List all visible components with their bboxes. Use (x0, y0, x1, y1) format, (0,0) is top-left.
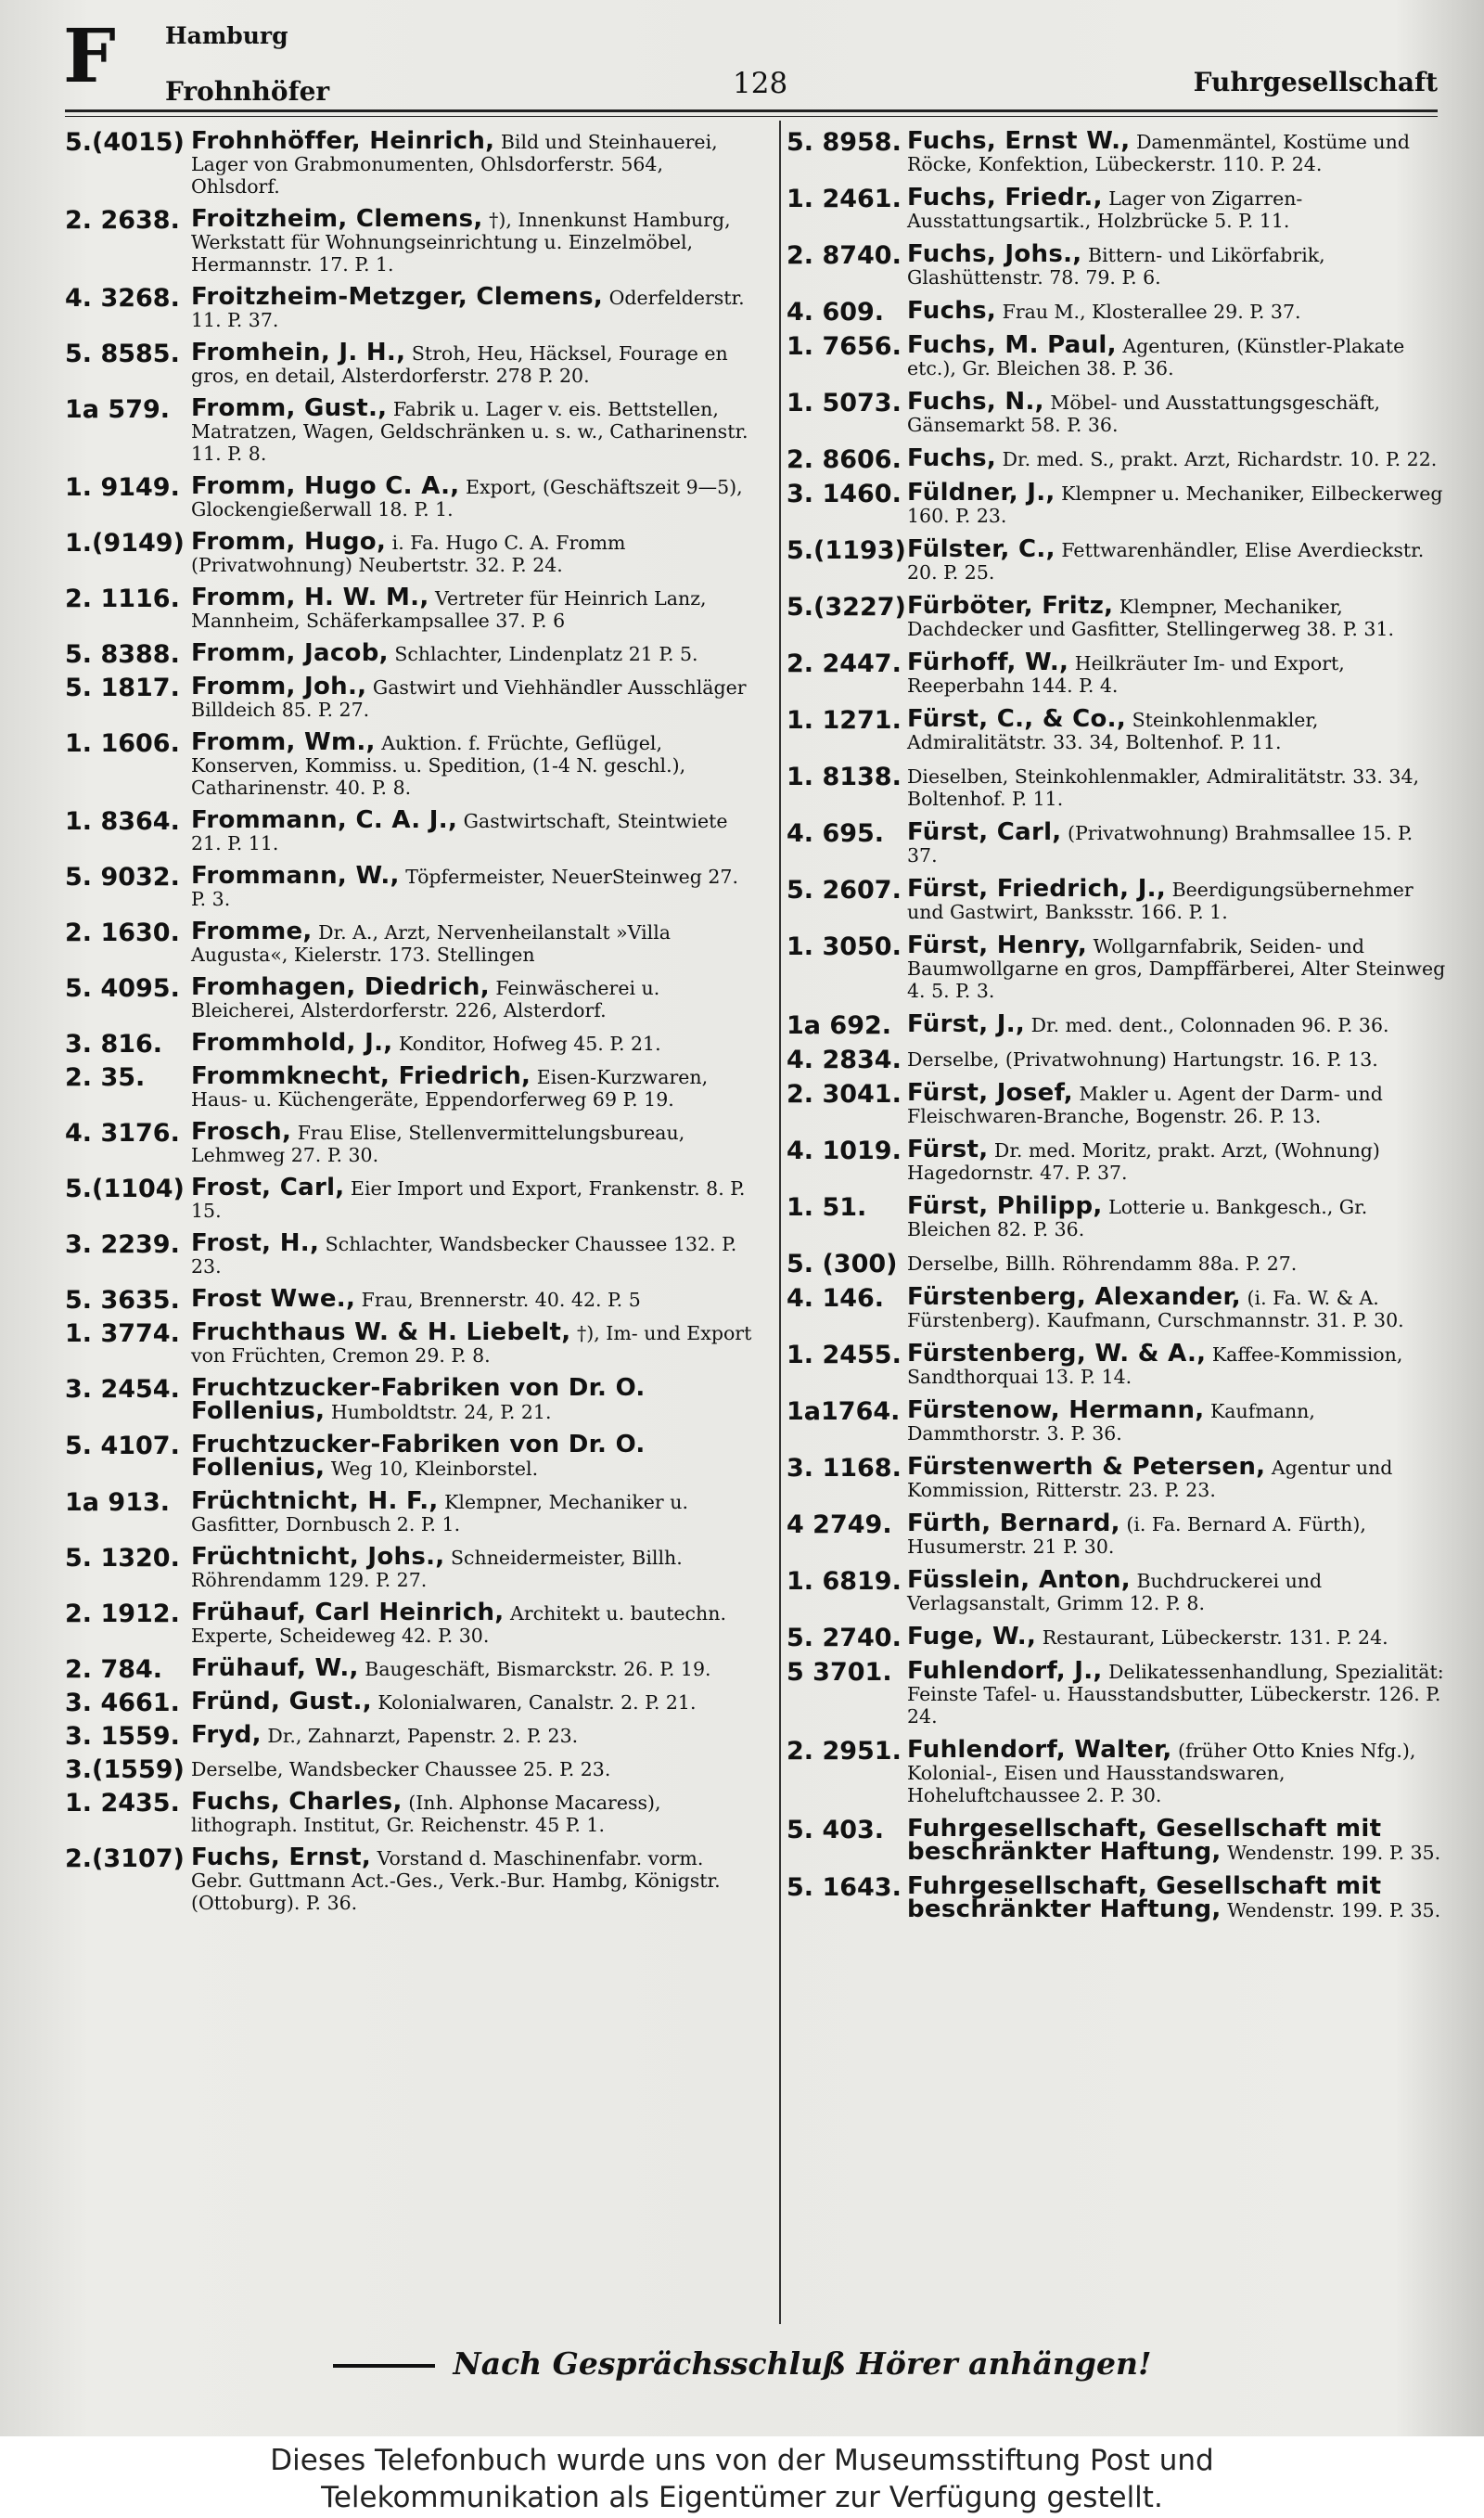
subscriber-details: (Privatwohnung) Brahmsallee 15. P. 37. (907, 822, 1414, 867)
phone-number: 5. (300) (787, 1250, 898, 1278)
subscriber-name: Frost Wwe., (191, 1285, 356, 1313)
phone-number: 2. 2447. (787, 649, 902, 678)
directory-entry (787, 1566, 1447, 1614)
subscriber-name: Fürstenow, Hermann, (907, 1396, 1205, 1424)
directory-entry (787, 1046, 1447, 1074)
directory-entry (65, 1318, 753, 1367)
directory-entry (787, 1079, 1447, 1127)
phone-number: 5. 8958. (787, 128, 902, 157)
directory-entry (65, 394, 753, 465)
subscriber-name: Fromm, Jacob, (191, 639, 389, 667)
phone-number: 4. 609. (787, 298, 885, 327)
phone-number: 4. 3176. (65, 1119, 180, 1148)
subscriber-name: Fuhlendorf, J., (907, 1657, 1103, 1685)
subscriber-name: Fürst, (907, 1136, 989, 1163)
header-rule (65, 109, 1438, 112)
subscriber-name: Frommann, W., (191, 862, 400, 890)
subscriber-name: Fülster, C., (907, 535, 1055, 563)
city-heading: Hamburg (165, 22, 288, 49)
subscriber-details: Dr. med. dent., Colonnaden 96. P. 36. (1030, 1014, 1389, 1036)
subscriber-name: Fürst, Carl, (907, 818, 1062, 846)
subscriber-details: Auktion. f. Früchte, Geflügel, Konserven, Kommiss. u. Spedition, (1-4 N. geschl.), Catharinenstr. 40. P. 8. (191, 732, 686, 799)
subscriber-name: Fürst, J., (907, 1010, 1026, 1038)
subscriber-name: Frohnhöffer, Heinrich, (191, 127, 495, 155)
subscriber-details: Schneidermeister, Billh. Röhrendamm 129. P. 27. (191, 1547, 683, 1591)
subscriber-name: Füsslein, Anton, (907, 1566, 1131, 1594)
phone-number: 5. 2740. (787, 1624, 902, 1652)
subscriber-name: Fürst, C., & Co., (907, 705, 1127, 733)
subscriber-name: Fuchs, (907, 297, 997, 325)
subscriber-details: Kaffee-Kommission, Sandthorquai 13. P. 14. (907, 1343, 1403, 1388)
subscriber-details: Export, (Geschäftszeit 9—5), Glockengießerwall 18. P. 1. (191, 476, 743, 520)
subscriber-name: Fuchs, Friedr., (907, 184, 1103, 212)
phone-number: 5. 2607. (787, 876, 902, 905)
subscriber-details: Möbel- und Ausstattungsgeschäft, Gänsemarkt 58. P. 36. (907, 392, 1381, 436)
directory-entry (65, 341, 753, 387)
phone-number: 3. 1460. (787, 480, 902, 508)
phone-number: 1.(9149) (65, 529, 185, 558)
directory-entry (65, 1846, 753, 1914)
subscriber-details: Wollgarnfabrik, Seiden- und Baumwollgarne en gros, Dampffärberei, Alter Steinweg 4. 5. P. 3. (907, 935, 1446, 1002)
subscriber-details: Dr. med. Moritz, prakt. Arzt, (Wohnung) Hagedornstr. 47. P. 37. (907, 1139, 1380, 1184)
phone-number: 2. 2638. (65, 206, 180, 235)
section-letter: F (63, 12, 116, 99)
subscriber-details: Frau M., Klosterallee 29. P. 37. (1002, 301, 1301, 323)
phone-number: 1. 3774. (65, 1319, 180, 1348)
subscriber-details: Buchdruckerei und Verlagsanstalt, Grimm 12. P. 8. (907, 1570, 1323, 1614)
directory-entry (65, 1543, 753, 1591)
directory-entry (65, 675, 753, 721)
subscriber-name: Froitzheim-Metzger, Clemens, (191, 283, 604, 311)
directory-entry (65, 1601, 753, 1647)
directory-entry (65, 1118, 753, 1166)
subscriber-name: Fruchthaus W. & H. Liebelt, (191, 1318, 571, 1346)
page-number: 128 (733, 67, 788, 100)
phone-number: 1. 5073. (787, 389, 902, 418)
directory-entry (65, 862, 753, 910)
directory-entry (65, 1721, 753, 1751)
subscriber-details: Klempner, Mechaniker, Dachdecker und Gasfitter, Stellingerweg 38. P. 31. (907, 596, 1395, 640)
directory-entry (787, 1512, 1447, 1558)
subscriber-name: Frosch, (191, 1118, 292, 1146)
phone-number: 2. 784. (65, 1655, 163, 1684)
hangup-notice-text: Nach Gesprächsschluß Hörer anhängen! (453, 2345, 1152, 2382)
phone-number: 5. 1320. (65, 1544, 180, 1573)
credit-line-1: Dieses Telefonbuch wurde uns von der Museumsstiftung Post und (270, 2444, 1214, 2477)
directory-entry (787, 127, 1447, 175)
directory-entry (787, 186, 1447, 232)
subscriber-name: Fuge, W., (907, 1623, 1037, 1651)
subscriber-details: Töpfermeister, NeuerSteinweg 27. P. 3. (191, 866, 738, 910)
subscriber-name: Frühauf, Carl Heinrich, (191, 1599, 505, 1626)
subscriber-name: Fuchs, M. Paul, (907, 331, 1117, 359)
directory-entry (65, 728, 753, 799)
subscriber-details: Wendenstr. 199. P. 35. (1227, 1899, 1441, 1921)
subscriber-details: Klempner, Mechaniker u. Gasfitter, Dornbusch 2. P. 1. (191, 1491, 688, 1535)
directory-entry (787, 1736, 1447, 1806)
subscriber-details: Humboldtstr. 24, P. 21. (330, 1401, 552, 1423)
subscriber-name: Fuhrgesellschaft, Gesellschaft mit beschränkter Haftung, (907, 1872, 1382, 1923)
directory-entry (65, 1285, 753, 1315)
directory-entry (787, 479, 1447, 527)
subscriber-details: Steinkohlenmakler, Admiralitätstr. 33. 34, Boltenhof. P. 11. (907, 709, 1319, 753)
phone-number: 2. 3041. (787, 1080, 902, 1109)
subscriber-details: Agenturen, (Künstler-Plakate etc.), Gr. Bleichen 38. P. 36. (907, 335, 1405, 379)
column-divider (779, 121, 781, 2324)
phone-number: 5. 1643. (787, 1873, 902, 1902)
phone-number: 3. 816. (65, 1030, 163, 1059)
phone-number: 5. 8388. (65, 640, 180, 669)
phone-number: 1. 2455. (787, 1341, 902, 1369)
directory-entry (787, 818, 1447, 867)
subscriber-name: Frost, Carl, (191, 1174, 345, 1201)
subscriber-name: Fürböter, Fritz, (907, 592, 1114, 620)
subscriber-name: Fürhoff, W., (907, 649, 1069, 676)
directory-entry (65, 973, 753, 1021)
directory-entry (787, 705, 1447, 753)
subscriber-details: Derselbe, Billh. Röhrendamm 88a. P. 27. (907, 1253, 1298, 1275)
phone-number: 1. 7656. (787, 332, 902, 361)
directory-entry (65, 1654, 753, 1684)
phone-number: 4. 1019. (787, 1137, 902, 1165)
directory-entry (65, 1788, 753, 1836)
subscriber-details: Bittern- und Likörfabrik, Glashüttenstr. 78. 79. P. 6. (907, 244, 1325, 289)
last-entry-heading: Fuhrgesellschaft (1193, 67, 1438, 97)
subscriber-details: Kaufmann, Dammthorstr. 3. P. 36. (907, 1400, 1315, 1445)
directory-entry (787, 764, 1447, 810)
phone-number: 5.(1104) (65, 1175, 185, 1203)
subscriber-name: Fuchs, N., (907, 388, 1044, 416)
directory-entry (65, 639, 753, 669)
subscriber-details: Schlachter, Wandsbecker Chaussee 132. P. 23. (191, 1233, 737, 1278)
phone-number: 5. 1817. (65, 674, 180, 702)
directory-entry (787, 1396, 1447, 1445)
subscriber-details: Klempner u. Mechaniker, Eilbeckerweg 160. P. 23. (907, 482, 1443, 527)
subscriber-details: Stroh, Heu, Häcksel, Fourage en gros, en detail, Alsterdorferstr. 278 P. 20. (191, 342, 728, 387)
subscriber-name: Fuhrgesellschaft, Gesellschaft mit beschränkter Haftung, (907, 1815, 1382, 1866)
subscriber-name: Fürst, Philipp, (907, 1192, 1103, 1220)
directory-entry (787, 1815, 1447, 1866)
subscriber-name: Früchtnicht, H. F., (191, 1487, 439, 1515)
subscriber-details: i. Fa. Hugo C. A. Fromm (Privatwohnung) Neubertstr. 32. P. 24. (191, 532, 626, 576)
subscriber-name: Fromme, (191, 918, 313, 945)
subscriber-name: Fuchs, Charles, (191, 1788, 403, 1816)
directory-entry (787, 592, 1447, 640)
phone-number: 1. 3050. (787, 932, 902, 961)
directory-entry (787, 331, 1447, 379)
subscriber-details: Architekt u. bautechn. Experte, Scheideweg 42. P. 30. (191, 1602, 726, 1647)
subscriber-name: Fürst, Henry, (907, 931, 1088, 959)
subscriber-name: Fürst, Josef, (907, 1079, 1073, 1107)
subscriber-name: Fründ, Gust., (191, 1688, 372, 1715)
directory-entry (65, 472, 753, 520)
credit-line-2: Telekommunikation als Eigentümer zur Verfügung gestellt. (321, 2481, 1163, 2514)
subscriber-name: Fuchs, Johs., (907, 240, 1082, 268)
phone-number: 3. 4661. (65, 1689, 180, 1717)
phone-number: 1. 1606. (65, 729, 180, 758)
subscriber-name: Fürstenwerth & Petersen, (907, 1453, 1266, 1481)
directory-entry (65, 1374, 753, 1425)
subscriber-details: Makler u. Agent der Darm- und Fleischwaren-Branche, Bogenstr. 26. P. 13. (907, 1083, 1383, 1127)
subscriber-details: Restaurant, Lübeckerstr. 131. P. 24. (1042, 1626, 1388, 1649)
directory-entry (787, 1192, 1447, 1240)
phone-number: 5. 8585. (65, 340, 180, 368)
phone-number: 2. 2951. (787, 1737, 902, 1766)
phone-number: 1a 692. (787, 1011, 892, 1040)
subscriber-details: †), Im- und Export von Früchten, Cremon 29. P. 8. (191, 1322, 752, 1367)
subscriber-details: Agentur und Kommission, Ritterstr. 23. P. 23. (907, 1457, 1393, 1501)
subscriber-details: Eisen-Kurzwaren, Haus- u. Küchengeräte, Eppendorferweg 69 P. 19. (191, 1066, 709, 1111)
directory-entry (787, 297, 1447, 327)
phone-number: 1. 9149. (65, 473, 180, 502)
phone-number: 5.(4015) (65, 128, 185, 157)
subscriber-details: Dr., Zahnarzt, Papenstr. 2. P. 23. (267, 1725, 579, 1747)
phone-number: 1. 8138. (787, 763, 902, 791)
directory-entry (65, 205, 753, 276)
directory-entry (787, 444, 1447, 474)
phone-number: 3. 1168. (787, 1454, 902, 1483)
subscriber-name: Fürst, Friedrich, J., (907, 875, 1167, 903)
subscriber-name: Früchtnicht, Johs., (191, 1543, 445, 1571)
subscriber-name: Frommhold, J., (191, 1029, 393, 1057)
directory-entry (787, 240, 1447, 289)
notice-dash (333, 2364, 435, 2368)
phone-number: 4. 146. (787, 1284, 885, 1313)
subscriber-name: Fromhagen, Diedrich, (191, 973, 490, 1001)
directory-entry (65, 1433, 753, 1480)
subscriber-name: Fuchs, Ernst, (191, 1844, 372, 1871)
subscriber-details: Derselbe, (Privatwohnung) Hartungstr. 16. P. 13. (907, 1048, 1378, 1071)
directory-entry (787, 535, 1447, 584)
subscriber-name: Frommknecht, Friedrich, (191, 1062, 531, 1090)
subscriber-details: Weg 10, Kleinborstel. (330, 1458, 539, 1480)
phone-number: 2. 1912. (65, 1599, 180, 1628)
subscriber-name: Fuhlendorf, Walter, (907, 1736, 1172, 1764)
subscriber-name: Fromm, Hugo, (191, 528, 387, 556)
credit-band (0, 2436, 1484, 2518)
subscriber-details: Damenmäntel, Kostüme und Röcke, Konfektion, Lübeckerstr. 110. P. 24. (907, 131, 1410, 175)
directory-entry (787, 1283, 1447, 1331)
directory-entry (787, 1340, 1447, 1388)
phone-number: 1. 1271. (787, 706, 902, 735)
subscriber-name: Fürstenberg, Alexander, (907, 1283, 1241, 1311)
phone-number: 2.(3107) (65, 1844, 185, 1873)
phone-number: 2. 8606. (787, 445, 902, 474)
subscriber-name: Fuchs, (907, 444, 997, 472)
phone-number: 5 3701. (787, 1658, 892, 1687)
subscriber-details: Oderfelderstr. 11. P. 37. (191, 287, 745, 331)
directory-entry (787, 388, 1447, 436)
subscriber-name: Frost, H., (191, 1229, 320, 1257)
phone-number: 1. 2435. (65, 1789, 180, 1818)
phone-number: 3.(1559) (65, 1755, 185, 1784)
subscriber-name: Fromm, Gust., (191, 394, 388, 422)
phone-number: 1. 6819. (787, 1567, 902, 1596)
subscriber-name: Fromm, Wm., (191, 728, 376, 756)
directory-entry (787, 1010, 1447, 1040)
phone-number: 5. 4107. (65, 1432, 180, 1460)
subscriber-details: Dr. med. S., prakt. Arzt, Richardstr. 10. P. 22. (1002, 448, 1438, 470)
subscriber-details: Fabrik u. Lager v. eis. Bettstellen, Matratzen, Wagen, Geldschränken u. s. w., Catharinenstr. 11. P. 8. (191, 398, 748, 465)
subscriber-details: (i. Fa. Bernard A. Fürth), Husumerstr. 21 P. 30. (907, 1513, 1366, 1558)
subscriber-details: Gastwirt und Viehhändler Ausschläger Billdeich 85. P. 27. (191, 676, 747, 721)
subscriber-details: Baugeschäft, Bismarckstr. 26. P. 19. (365, 1658, 711, 1680)
phone-number: 4. 2834. (787, 1046, 902, 1074)
phone-number: 2. 1630. (65, 919, 180, 947)
subscriber-details: (i. Fa. W. & A. Fürstenberg). Kaufmann, Curschmannstr. 31. P. 30. (907, 1287, 1404, 1331)
subscriber-details: Delikatessenhandlung, Spezialität: Feinste Tafel- u. Hausstandsbutter, Lübeckerstr. 126. P. 24. (907, 1661, 1444, 1728)
subscriber-details: Heilkräuter Im- und Export, Reeperbahn 144. P. 4. (907, 652, 1345, 697)
phone-number: 1. 2461. (787, 185, 902, 213)
subscriber-details: Eier Import und Export, Frankenstr. 8. P. 15. (191, 1177, 746, 1222)
phone-number: 1. 51. (787, 1193, 867, 1222)
directory-entry (787, 931, 1447, 1002)
subscriber-details: †), Innenkunst Hamburg, Werkstatt für Wohnungseinrichtung u. Einzelmöbel, Hermannstr. 17. P. 1. (191, 209, 731, 276)
phone-number: 3. 2454. (65, 1375, 180, 1404)
phone-number: 3. 2239. (65, 1230, 180, 1259)
directory-entry (787, 1453, 1447, 1501)
subscriber-name: Fürth, Bernard, (907, 1510, 1120, 1537)
directory-entry (65, 1755, 753, 1784)
subscriber-name: Fruchtzucker-Fabriken von Dr. O. Follenius, (191, 1374, 646, 1425)
subscriber-details: (Inh. Alphonse Macaress), lithograph. Institut, Gr. Reichenstr. 45 P. 1. (191, 1792, 661, 1836)
directory-entry (787, 1872, 1447, 1923)
phone-number: 5. 9032. (65, 863, 180, 892)
phone-number: 1a1764. (787, 1397, 901, 1426)
subscriber-details: Kolonialwaren, Canalstr. 2. P. 21. (377, 1691, 697, 1714)
subscriber-name: Frühauf, W., (191, 1654, 359, 1682)
directory-entry (65, 1487, 753, 1535)
phone-number: 1a 913. (65, 1488, 171, 1517)
right-column (787, 127, 1447, 1933)
phone-number: 2. 1116. (65, 585, 180, 613)
subscriber-details: Vorstand d. Maschinenfabr. vorm. Gebr. Guttmann Act.-Ges., Verk.-Bur. Hambg, Königstr. (Ottoburg). P. 36. (191, 1847, 721, 1914)
subscriber-details: Frau Elise, Stellenvermittelungsbureau, Lehmweg 27. P. 30. (191, 1122, 685, 1166)
subscriber-details: Feinwäscherei u. Bleicherei, Alsterdorferstr. 226, Alsterdorf. (191, 977, 660, 1021)
directory-entry (787, 1138, 1447, 1184)
directory-entry (65, 806, 753, 854)
directory-entry (787, 875, 1447, 923)
phone-number: 5. 3635. (65, 1286, 180, 1315)
subscriber-details: Dieselben, Steinkohlenmakler, Admiralitätstr. 33. 34, Boltenhof. P. 11. (907, 765, 1420, 810)
phone-number: 4. 695. (787, 819, 885, 848)
phone-number: 5.(3227) (787, 593, 906, 622)
first-entry-heading: Frohnhöfer (165, 76, 330, 107)
subscriber-details: Dr. A., Arzt, Nervenheilanstalt »Villa Augusta«, Kielerstr. 173. Stellingen (191, 921, 671, 966)
subscriber-details: Vertreter für Heinrich Lanz, Mannheim, Schäferkampsallee 37. P. 6 (191, 587, 707, 632)
directory-entry (65, 1688, 753, 1717)
subscriber-name: Fruchtzucker-Fabriken von Dr. O. Follenius, (191, 1431, 646, 1482)
directory-entry (65, 528, 753, 576)
phone-number: 3. 1559. (65, 1722, 180, 1751)
directory-entry (65, 1229, 753, 1278)
directory-entry (787, 1623, 1447, 1652)
directory-entry (65, 586, 753, 632)
directory-entry (787, 651, 1447, 697)
subscriber-details: Gastwirtschaft, Steintwiete 21. P. 11. (191, 810, 728, 854)
subscriber-name: Fuchs, Ernst W., (907, 127, 1131, 155)
subscriber-details: Konditor, Hofweg 45. P. 21. (398, 1033, 661, 1055)
subscriber-name: Fromm, H. W. M., (191, 584, 429, 611)
phone-number: 2. 8740. (787, 241, 902, 270)
hangup-notice (0, 2345, 1484, 2382)
directory-entry (787, 1250, 1447, 1278)
phone-number: 4. 3268. (65, 284, 180, 313)
phone-number: 5. 4095. (65, 974, 180, 1003)
phone-number: 1a 579. (65, 395, 171, 424)
subscriber-name: Frommann, C. A. J., (191, 806, 458, 834)
subscriber-details: Lager von Zigarren-Ausstattungsartik., Holzbrücke 5. P. 11. (907, 187, 1303, 232)
subscriber-details: (früher Otto Knies Nfg.), Kolonial-, Eisen und Hausstandswaren, Hoheluftchaussee 2. P. 30. (907, 1740, 1416, 1806)
subscriber-details: Bild und Steinhauerei, Lager von Grabmonumenten, Ohlsdorferstr. 564, Ohlsdorf. (191, 131, 718, 198)
subscriber-name: Fromhein, J. H., (191, 339, 406, 366)
subscriber-details: Frau, Brennerstr. 40. 42. P. 5 (361, 1289, 641, 1311)
subscriber-details: Fettwarenhändler, Elise Averdieckstr. 20. P. 25. (907, 539, 1425, 584)
subscriber-name: Fromm, Hugo C. A., (191, 472, 460, 500)
directory-entry (65, 1062, 753, 1111)
directory-entry (65, 283, 753, 331)
left-column (65, 127, 753, 1924)
directory-entry (65, 1176, 753, 1222)
directory-entry (65, 920, 753, 966)
phone-number: 5.(1193) (787, 536, 906, 565)
phone-number: 1. 8364. (65, 807, 180, 836)
subscriber-name: Froitzheim, Clemens, (191, 205, 483, 233)
subscriber-name: Fromm, Joh., (191, 673, 367, 700)
directory-entry (65, 127, 753, 198)
subscriber-name: Fürstenberg, W. & A., (907, 1340, 1207, 1368)
phone-number: 5. 403. (787, 1816, 885, 1844)
subscriber-details: Lotterie u. Bankgesch., Gr. Bleichen 82. P. 36. (907, 1196, 1368, 1240)
subscriber-details: Wendenstr. 199. P. 35. (1227, 1842, 1441, 1864)
subscriber-details: Schlachter, Lindenplatz 21 P. 5. (394, 643, 698, 665)
header-rule-thin (65, 116, 1438, 117)
phone-number: 2. 35. (65, 1063, 146, 1092)
subscriber-name: Füldner, J., (907, 479, 1055, 507)
phone-number: 4 2749. (787, 1510, 892, 1539)
subscriber-details: Beerdigungsübernehmer und Gastwirt, Banksstr. 166. P. 1. (907, 879, 1414, 923)
directory-entry (65, 1029, 753, 1059)
subscriber-details: Derselbe, Wandsbecker Chaussee 25. P. 23. (191, 1758, 611, 1780)
subscriber-name: Fryd, (191, 1721, 262, 1749)
directory-entry (787, 1657, 1447, 1728)
